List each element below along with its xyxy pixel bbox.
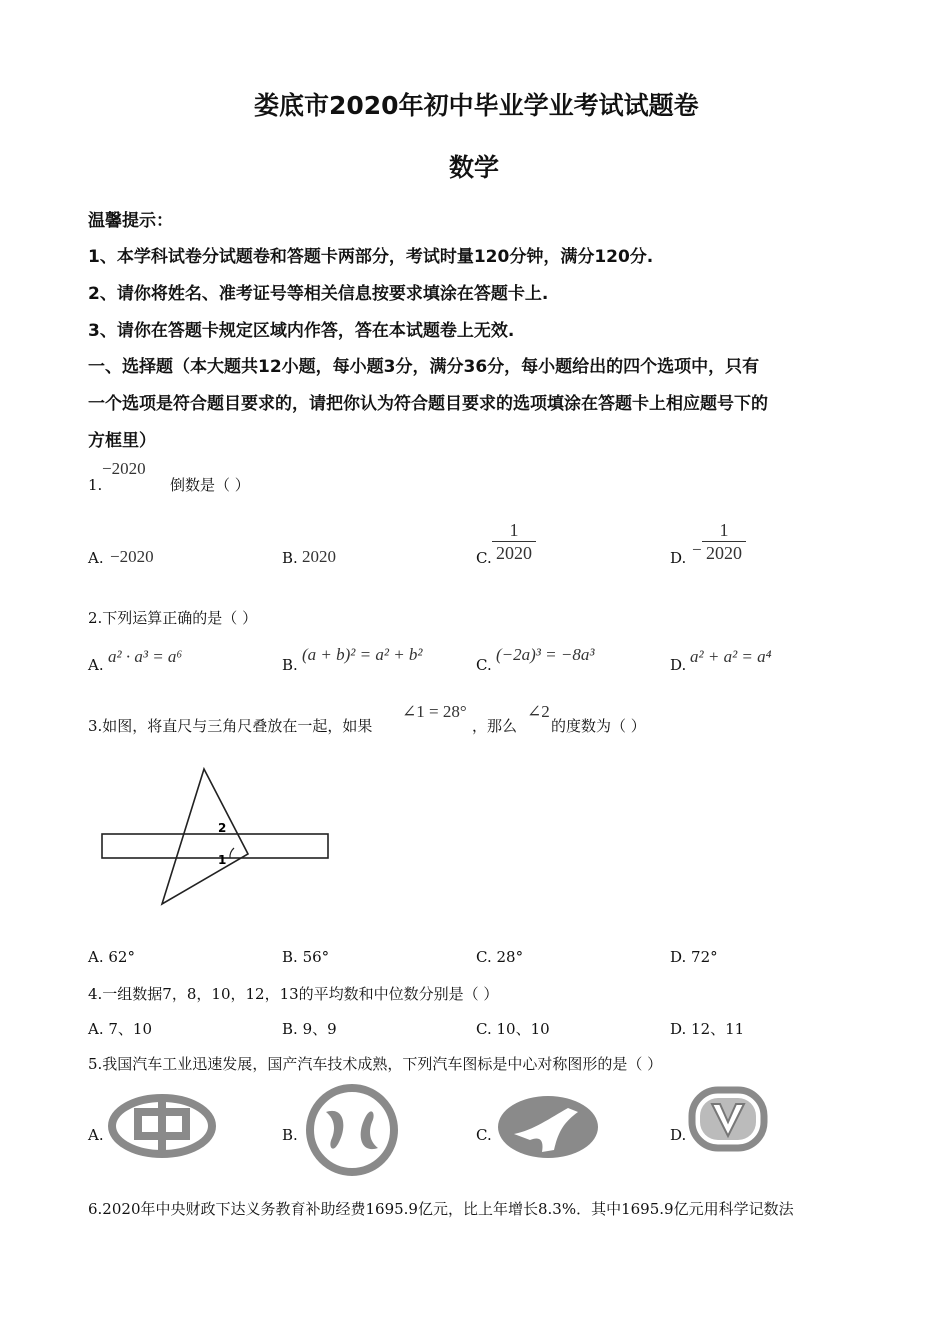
option-value: 56° — [302, 948, 330, 966]
option-label: C. — [476, 549, 492, 567]
section-heading-line: 一个选项是符合题目要求的，请把你认为符合题目要求的选项填涂在答题卡上相应题号下的 — [88, 394, 768, 414]
question-text: 3.如图，将直尺与三角尺叠放在一起，如果 — [88, 717, 373, 735]
question-expression: ∠1 = 28° — [402, 702, 467, 721]
section-heading-line: 方框里） — [88, 431, 156, 451]
option-label: D. — [670, 948, 687, 966]
question-text: 4.一组数据7，8，10，12，13的平均数和中位数分别是（ ） — [88, 985, 499, 1003]
changan-logo-icon — [688, 1086, 768, 1152]
option-value: 28° — [496, 948, 524, 966]
option-value: a² + a² = a⁴ — [690, 647, 772, 666]
ruler-shape — [102, 834, 328, 858]
tip-item: 3、请你在答题卡规定区域内作答，答在本试题卷上无效. — [88, 321, 515, 341]
question-text: 6.2020年中央财政下达义务教育补助经费1695.9亿元，比上年增长8.3%．其中1695.9亿元用科学记数法 — [88, 1200, 794, 1218]
option-label: D. — [670, 1020, 687, 1038]
question-expression: −2020 — [102, 459, 146, 478]
option-value: 9、9 — [302, 1020, 337, 1038]
option-label: A. — [88, 1020, 104, 1038]
option-item — [476, 1018, 550, 1039]
option-value: 2020 — [302, 547, 336, 566]
triangle-shape — [162, 769, 248, 904]
option-label: C. — [476, 1020, 492, 1038]
option-item — [88, 948, 135, 966]
option-value: (−2a)³ = −8a³ — [496, 645, 595, 664]
tips-heading: 温馨提示： — [88, 211, 173, 231]
ruler-triangle-figure — [98, 764, 338, 914]
subject-title: 数学 — [449, 153, 500, 182]
option-item — [88, 1018, 152, 1039]
fraction-numerator: 1 — [492, 519, 536, 542]
option-label: B. — [282, 1020, 298, 1038]
angle-1-arc — [230, 848, 234, 858]
exam-title: 娄底市2020年初中毕业学业考试试题卷 — [254, 91, 699, 120]
option-label: B. — [282, 656, 298, 674]
option-item — [282, 1018, 337, 1039]
option-item — [282, 948, 329, 966]
option-label: D. — [670, 549, 687, 567]
option-value: a² · a³ = a⁶ — [108, 647, 183, 666]
option-fraction — [702, 519, 746, 564]
option-label: A. — [88, 549, 104, 567]
option-label: A. — [88, 1126, 104, 1144]
question-text: 5.我国汽车工业迅速发展，国产汽车技术成熟，下列汽车图标是中心对称图形的是（ ） — [88, 1055, 663, 1073]
option-item — [476, 948, 523, 966]
option-value: 72° — [691, 948, 718, 966]
option-value: 62° — [108, 948, 135, 966]
section-heading-line: 一、选择题（本大题共12小题，每小题3分，满分36分，每小题给出的四个选项中，只有 — [88, 357, 760, 377]
option-label: A. — [88, 656, 104, 674]
option-label: C. — [476, 948, 492, 966]
option-label: C. — [476, 1126, 492, 1144]
question-text: 2.下列运算正确的是（ ） — [88, 609, 258, 627]
option-label: D. — [670, 656, 687, 674]
question-text: 的度数为（ ） — [551, 717, 646, 735]
question-number: 1. — [88, 476, 103, 494]
option-item — [670, 1018, 744, 1039]
option-label: B. — [282, 549, 298, 567]
option-value: 7、10 — [108, 1020, 153, 1038]
option-label: C. — [476, 656, 492, 674]
question-text: ，那么 — [472, 717, 518, 735]
fraction-denominator: 2020 — [706, 543, 742, 563]
option-fraction — [492, 519, 536, 564]
tip-item: 2、请你将姓名、准考证号等相关信息按要求填涂在答题卡上. — [88, 284, 549, 304]
option-label: D. — [670, 1126, 687, 1144]
tip-item: 1、本学科试卷分试题卷和答题卡两部分，考试时量120分钟，满分120分. — [88, 247, 654, 267]
option-label: B. — [282, 1126, 298, 1144]
fraction-numerator: 1 — [702, 519, 746, 542]
question-text: 倒数是（ ） — [170, 476, 250, 494]
option-value: (a + b)² = a² + b² — [302, 645, 423, 664]
angle-1-label: 1 — [218, 853, 227, 867]
question-expression: ∠2 — [527, 702, 550, 721]
zhonghua-logo-icon — [108, 1094, 216, 1158]
dongfeng-logo-icon — [304, 1082, 400, 1178]
option-label: A. — [88, 948, 104, 966]
hongqi-logo-icon — [494, 1092, 602, 1162]
fraction-denominator: 2020 — [496, 543, 532, 563]
option-value: 12、11 — [691, 1020, 745, 1038]
option-value: 10、10 — [496, 1020, 550, 1038]
option-item — [670, 948, 718, 966]
option-value: −2020 — [110, 547, 154, 566]
option-label: B. — [282, 948, 298, 966]
angle-2-label: 2 — [218, 821, 227, 835]
option-sign: − — [692, 540, 702, 559]
